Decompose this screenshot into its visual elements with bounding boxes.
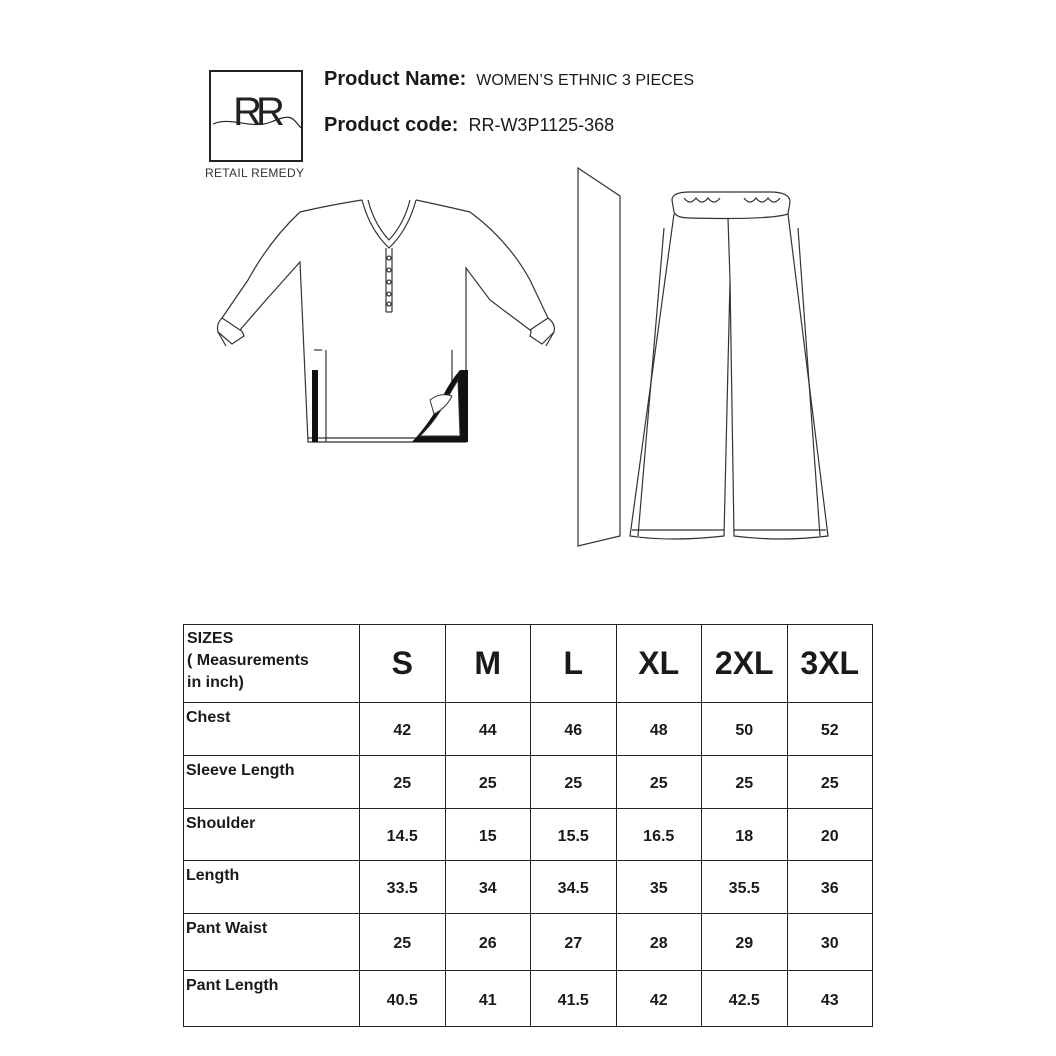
table-cell: 25	[360, 756, 446, 809]
table-row	[184, 809, 873, 861]
size-header-xl: XL	[616, 625, 702, 703]
table-cell: 29	[702, 914, 788, 971]
size-header-row	[184, 625, 873, 703]
size-header-2xl: 2XL	[702, 625, 788, 703]
size-chart-table	[183, 624, 873, 1027]
kurta-top-drawing	[218, 200, 555, 442]
corner-line: ( Measurements	[187, 652, 309, 669]
table-cell: 42.5	[702, 971, 788, 1027]
dupatta-drawing	[578, 168, 620, 546]
table-row	[184, 756, 873, 809]
table-cell: 43	[787, 971, 873, 1027]
table-cell: 46	[531, 703, 617, 756]
table-cell: 25	[702, 756, 788, 809]
table-cell: 40.5	[360, 971, 446, 1027]
table-cell: 20	[787, 809, 873, 861]
table-cell: 15	[445, 809, 531, 861]
table-cell: 25	[531, 756, 617, 809]
table-cell: 25	[616, 756, 702, 809]
row-label-pant-length: Pant Length	[184, 971, 360, 1027]
table-row	[184, 861, 873, 914]
table-cell: 25	[445, 756, 531, 809]
row-label-length: Length	[184, 861, 360, 914]
table-cell: 36	[787, 861, 873, 914]
logo-monogram: RR	[233, 90, 279, 134]
table-cell: 50	[702, 703, 788, 756]
table-cell: 18	[702, 809, 788, 861]
table-cell: 41	[445, 971, 531, 1027]
size-header-m: M	[445, 625, 531, 703]
size-header-l: L	[531, 625, 617, 703]
table-cell: 25	[360, 914, 446, 971]
pants-drawing	[630, 192, 828, 539]
table-cell: 35.5	[702, 861, 788, 914]
table-cell: 44	[445, 703, 531, 756]
table-cell: 34	[445, 861, 531, 914]
size-header-3xl: 3XL	[787, 625, 873, 703]
table-cell: 41.5	[531, 971, 617, 1027]
product-code-value: RR-W3P1125-368	[468, 115, 615, 135]
table-cell: 14.5	[360, 809, 446, 861]
table-row	[184, 914, 873, 971]
size-header-s: S	[360, 625, 446, 703]
table-cell: 26	[445, 914, 531, 971]
table-cell: 28	[616, 914, 702, 971]
table-row	[184, 703, 873, 756]
row-label-sleeve-length: Sleeve Length	[184, 756, 360, 809]
brand-name: RETAIL REMEDY	[205, 166, 305, 180]
product-name-value: WOMEN’S ETHNIC 3 PIECES	[476, 72, 695, 89]
table-cell: 30	[787, 914, 873, 971]
table-cell: 33.5	[360, 861, 446, 914]
table-cell: 25	[787, 756, 873, 809]
row-label-pant-waist: Pant Waist	[184, 914, 360, 971]
table-row	[184, 971, 873, 1027]
table-cell: 16.5	[616, 809, 702, 861]
corner-line: SIZES	[187, 630, 234, 647]
table-cell: 52	[787, 703, 873, 756]
table-cell: 27	[531, 914, 617, 971]
row-label-shoulder: Shoulder	[184, 809, 360, 861]
table-cell: 42	[616, 971, 702, 1027]
product-code-label: Product code:	[324, 114, 459, 136]
row-label-chest: Chest	[184, 703, 360, 756]
table-cell: 34.5	[531, 861, 617, 914]
kurta-lining-detail	[312, 370, 468, 442]
table-cell: 15.5	[531, 809, 617, 861]
product-name-label: Product Name:	[324, 68, 467, 90]
corner-line: in inch)	[187, 674, 244, 691]
table-cell: 35	[616, 861, 702, 914]
size-chart-corner	[184, 625, 360, 703]
table-cell: 48	[616, 703, 702, 756]
table-cell: 42	[360, 703, 446, 756]
